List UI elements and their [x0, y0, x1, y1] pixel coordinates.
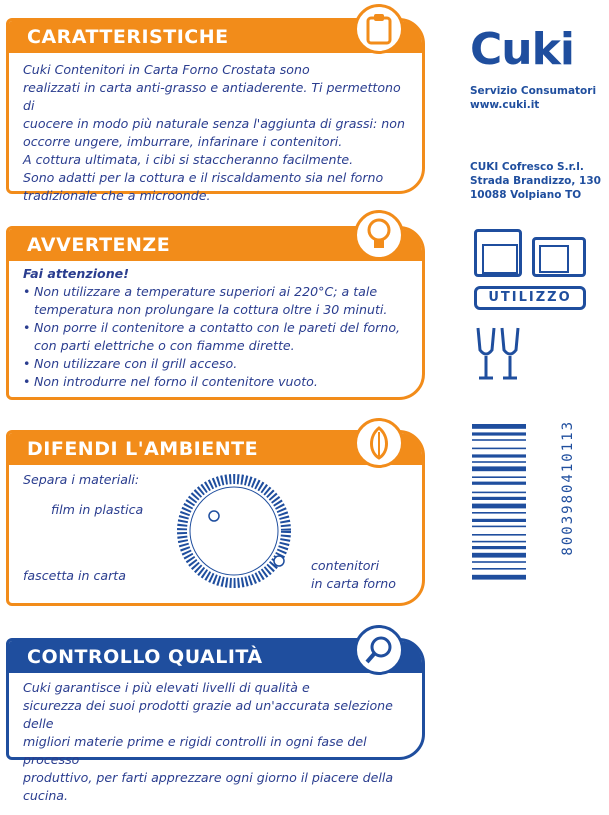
label-fascetta: fascetta in carta [23, 568, 126, 583]
label-film: film in plastica [51, 502, 144, 517]
warning-lead: Fai attenzione! [23, 266, 129, 281]
company-city: 10088 Volpiano TO [470, 189, 582, 201]
brand-block [470, 24, 597, 112]
section-title: CARATTERISTICHE [9, 21, 422, 53]
text-line: occorre ungere, imburrare, infarinare i contenitori. [23, 134, 343, 149]
section-title: DIFENDI L'AMBIENTE [9, 433, 422, 465]
service-url: www.cuki.it [470, 99, 540, 111]
company-street: Strada Brandizzo, 130 [470, 175, 601, 187]
magnifier-icon [354, 625, 404, 675]
list-item: • Non porre il contenitore a contatto con le pareti del forno, con parti elettriche o con fiamme dirette. [23, 319, 408, 355]
brand-logo: Cuki [470, 24, 574, 75]
section-body [9, 53, 422, 215]
section-title: CONTROLLO QUALITÀ [9, 641, 422, 673]
clipboard-icon [354, 4, 404, 54]
text-line: sicurezza dei suoi prodotti grazie ad un'accurata selezione delle [23, 698, 393, 731]
usage-label: UTILIZZO [474, 286, 586, 310]
microwave-icon [532, 237, 586, 277]
barcode [470, 420, 530, 620]
text-line: Sono adatti per la cottura e il riscaldamento sia nel forno [23, 170, 384, 185]
label-contenitori: contenitori in carta forno [311, 558, 396, 591]
separate-lead: Separa i materiali: [23, 472, 140, 487]
barcode-number: 8003980410113 [560, 420, 576, 556]
text-line: produttivo, per farti apprezzare ogni giorno il piacere della cucina. [23, 770, 394, 803]
list-item: • Non utilizzare con il grill acceso. [23, 355, 408, 373]
text-line: tradizionale che a microonde. [23, 188, 211, 203]
service-label: Servizio Consumatori [470, 85, 597, 97]
list-item: • Non utilizzare a temperature superiori ai 220°C; a tale temperatura non prolungare la cottura oltre i 30 minuti. [23, 283, 408, 319]
food-safe-icon [474, 326, 524, 384]
section-body [9, 673, 422, 815]
leaf-icon [354, 418, 404, 468]
company-address [470, 160, 601, 202]
text-line: Cuki Contenitori in Carta Forno Crostata sono [23, 62, 310, 77]
text-line: A cottura ultimata, i cibi si staccheranno facilmente. [23, 152, 354, 167]
text-line: migliori materie prime e rigidi controlli in ogni fase del processo [23, 734, 367, 767]
lightbulb-icon [354, 210, 404, 260]
company-name: CUKI Cofresco S.r.l. [470, 161, 584, 173]
text-line: cuocere in modo più naturale senza l'aggiunta di grassi: non [23, 116, 405, 131]
oven-icon [474, 229, 522, 277]
text-line: Cuki garantisce i più elevati livelli di qualità e [23, 680, 310, 695]
text-line: realizzati in carta anti-grasso e antiaderente. Ti permettono di [23, 80, 401, 113]
section-body [9, 465, 422, 611]
section-body [9, 261, 422, 401]
section-title: AVVERTENZE [9, 229, 422, 261]
list-item: • Non introdurre nel forno il contenitore vuoto. [23, 373, 408, 391]
container-diagram [169, 471, 299, 591]
